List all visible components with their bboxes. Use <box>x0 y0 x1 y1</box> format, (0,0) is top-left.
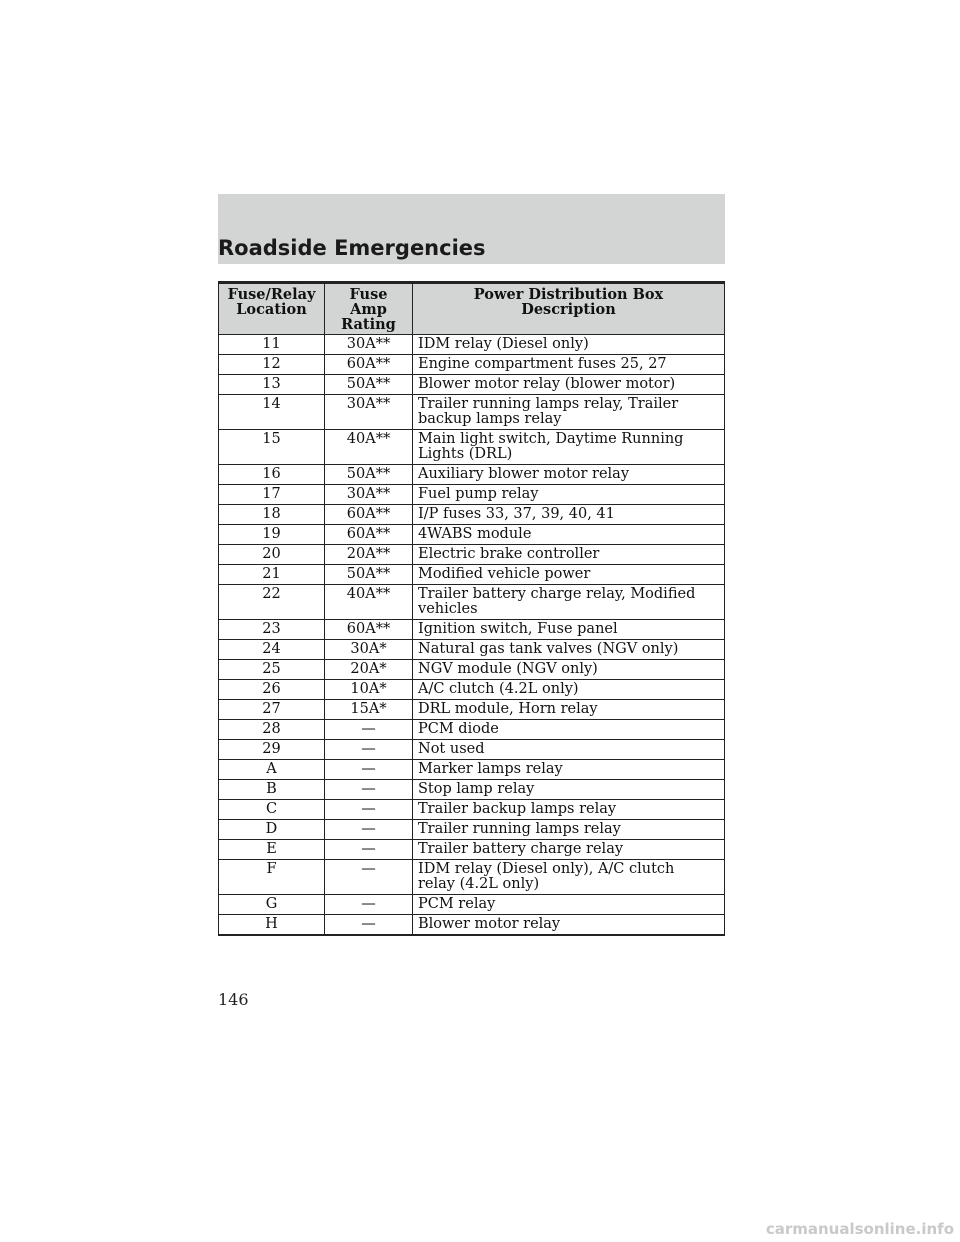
cell-amp-rating: 50A** <box>325 465 413 485</box>
cell-description: Fuel pump relay <box>413 485 725 505</box>
cell-description: Blower motor relay (blower motor) <box>413 375 725 395</box>
cell-amp-rating: 15A* <box>325 700 413 720</box>
cell-description: DRL module, Horn relay <box>413 700 725 720</box>
fuse-relay-table <box>218 281 725 936</box>
table-row <box>219 660 725 680</box>
table-row <box>219 780 725 800</box>
table-row <box>219 740 725 760</box>
cell-location: 15 <box>219 430 325 465</box>
cell-description: Trailer running lamps relay, Trailer backup lamps relay <box>413 395 725 430</box>
table-row <box>219 915 725 936</box>
cell-location: B <box>219 780 325 800</box>
cell-location: 19 <box>219 525 325 545</box>
table-header-row <box>219 283 725 335</box>
cell-amp-rating: 40A** <box>325 430 413 465</box>
table-row <box>219 760 725 780</box>
cell-amp-rating: — <box>325 840 413 860</box>
cell-description: A/C clutch (4.2L only) <box>413 680 725 700</box>
table-row <box>219 820 725 840</box>
cell-amp-rating: 50A** <box>325 375 413 395</box>
cell-description: Modified vehicle power <box>413 565 725 585</box>
cell-description: PCM diode <box>413 720 725 740</box>
cell-amp-rating: 20A* <box>325 660 413 680</box>
cell-location: C <box>219 800 325 820</box>
cell-location: 14 <box>219 395 325 430</box>
cell-location: 12 <box>219 355 325 375</box>
cell-location: 27 <box>219 700 325 720</box>
table-row <box>219 840 725 860</box>
table-row <box>219 800 725 820</box>
table-row <box>219 545 725 565</box>
cell-location: E <box>219 840 325 860</box>
cell-description: Blower motor relay <box>413 915 725 936</box>
cell-location: 18 <box>219 505 325 525</box>
cell-description: Electric brake controller <box>413 545 725 565</box>
cell-description: I/P fuses 33, 37, 39, 40, 41 <box>413 505 725 525</box>
cell-amp-rating: — <box>325 760 413 780</box>
cell-amp-rating: 30A** <box>325 395 413 430</box>
cell-description: IDM relay (Diesel only) <box>413 335 725 355</box>
cell-amp-rating: 60A** <box>325 620 413 640</box>
cell-description: IDM relay (Diesel only), A/C clutch relay (4.2L only) <box>413 860 725 895</box>
table-row <box>219 355 725 375</box>
cell-amp-rating: — <box>325 895 413 915</box>
cell-location: 24 <box>219 640 325 660</box>
cell-description: Natural gas tank valves (NGV only) <box>413 640 725 660</box>
cell-location: D <box>219 820 325 840</box>
table-body <box>219 335 725 936</box>
cell-amp-rating: — <box>325 720 413 740</box>
cell-description: Stop lamp relay <box>413 780 725 800</box>
table-row <box>219 860 725 895</box>
table-row <box>219 395 725 430</box>
watermark: carmanualsonline.info <box>765 1220 954 1238</box>
cell-amp-rating: 40A** <box>325 585 413 620</box>
cell-amp-rating: 50A** <box>325 565 413 585</box>
cell-description: Not used <box>413 740 725 760</box>
column-header-location: Fuse/Relay Location <box>219 283 325 335</box>
table-row <box>219 465 725 485</box>
cell-amp-rating: 20A** <box>325 545 413 565</box>
cell-location: 22 <box>219 585 325 620</box>
cell-description: PCM relay <box>413 895 725 915</box>
table-row <box>219 335 725 355</box>
cell-description: Trailer battery charge relay, Modified vehicles <box>413 585 725 620</box>
cell-location: 23 <box>219 620 325 640</box>
cell-location: 21 <box>219 565 325 585</box>
cell-location: 29 <box>219 740 325 760</box>
table-row <box>219 895 725 915</box>
cell-amp-rating: 30A** <box>325 485 413 505</box>
cell-description: Trailer battery charge relay <box>413 840 725 860</box>
cell-location: G <box>219 895 325 915</box>
cell-amp-rating: 30A* <box>325 640 413 660</box>
table-row <box>219 640 725 660</box>
cell-location: 28 <box>219 720 325 740</box>
table-row <box>219 525 725 545</box>
cell-description: Main light switch, Daytime Running Lights (DRL) <box>413 430 725 465</box>
table-row <box>219 700 725 720</box>
cell-description: Trailer running lamps relay <box>413 820 725 840</box>
cell-location: 11 <box>219 335 325 355</box>
table-row <box>219 720 725 740</box>
page-number: 146 <box>218 990 249 1009</box>
cell-amp-rating: — <box>325 780 413 800</box>
cell-description: Trailer backup lamps relay <box>413 800 725 820</box>
cell-amp-rating: — <box>325 800 413 820</box>
cell-description: Auxiliary blower motor relay <box>413 465 725 485</box>
column-header-description: Power Distribution Box Description <box>413 283 725 335</box>
cell-description: Engine compartment fuses 25, 27 <box>413 355 725 375</box>
cell-description: NGV module (NGV only) <box>413 660 725 680</box>
table-row <box>219 505 725 525</box>
table-row <box>219 485 725 505</box>
cell-amp-rating: — <box>325 915 413 936</box>
cell-location: 26 <box>219 680 325 700</box>
cell-amp-rating: — <box>325 860 413 895</box>
cell-amp-rating: — <box>325 740 413 760</box>
cell-location: H <box>219 915 325 936</box>
table-row <box>219 565 725 585</box>
cell-location: 13 <box>219 375 325 395</box>
cell-location: 17 <box>219 485 325 505</box>
cell-description: Ignition switch, Fuse panel <box>413 620 725 640</box>
cell-description: Marker lamps relay <box>413 760 725 780</box>
cell-amp-rating: 60A** <box>325 505 413 525</box>
table-row <box>219 375 725 395</box>
cell-location: A <box>219 760 325 780</box>
column-header-amp-rating: Fuse Amp Rating <box>325 283 413 335</box>
cell-location: 20 <box>219 545 325 565</box>
cell-amp-rating: — <box>325 820 413 840</box>
cell-amp-rating: 60A** <box>325 355 413 375</box>
cell-amp-rating: 30A** <box>325 335 413 355</box>
cell-location: F <box>219 860 325 895</box>
cell-location: 16 <box>219 465 325 485</box>
cell-amp-rating: 10A* <box>325 680 413 700</box>
table-row <box>219 620 725 640</box>
section-title: Roadside Emergencies <box>218 236 486 260</box>
cell-location: 25 <box>219 660 325 680</box>
cell-amp-rating: 60A** <box>325 525 413 545</box>
cell-description: 4WABS module <box>413 525 725 545</box>
table-row <box>219 430 725 465</box>
table-row <box>219 585 725 620</box>
table-row <box>219 680 725 700</box>
